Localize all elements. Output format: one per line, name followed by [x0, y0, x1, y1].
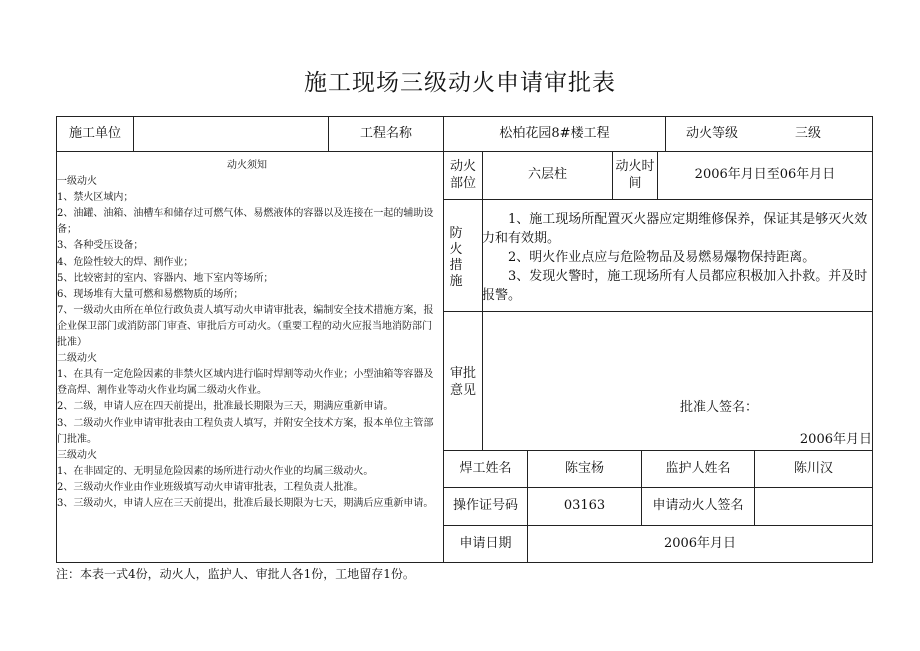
project-name-label: 工程名称	[359, 125, 412, 141]
welder-name-value: 陈宝杨	[564, 460, 604, 476]
measure-item: 1、施工现场所配置灭火器应定期维修保养，保证其是够灭火效力和有效期。	[482, 212, 868, 246]
notice-line: 二级动火	[57, 353, 97, 365]
fire-measures	[482, 210, 870, 305]
notice-line: 2、油罐、油箱、油槽车和储存过可燃气体、易燃液体的容器以及连接在一起的辅助设备；	[57, 208, 434, 236]
applicant-signature-field[interactable]	[755, 488, 872, 525]
measure-item: 3、发现火警时，施工现场所有人员都应积极加入扑救。并及时报警。	[482, 269, 868, 303]
fire-notice	[57, 158, 437, 512]
time-value: 2006年月日至06年月日	[694, 167, 836, 183]
apply-date-value: 2006年月日	[663, 535, 737, 551]
time-label: 动火时间	[615, 159, 655, 191]
notice-line: 2、二级，申请人应在四天前提出，批准最长期限为三天，期满应重新申请。	[57, 401, 394, 413]
notice-line: 3、各种受压设备；	[57, 240, 144, 252]
project-name-value: 松柏花园8#楼工程	[499, 125, 610, 141]
notice-line: 2、三级动火作业由作业班级填写动火申请审批表，工程负责人批准。	[57, 481, 364, 493]
notice-line: 1、禁火区域内；	[57, 192, 134, 204]
notice-line: 7、一级动火由所在单位行政负责人填写动火申请审批表，编制安全技术措施方案，报企业保卫部门或消防部门审查、审批后方可动火。（重要工程的动火应报当地消防部门批准）	[57, 304, 434, 349]
applicant-signature-label: 申请动火人签名	[652, 498, 744, 514]
footnote: 注：本表一式4份，动火人，监护人、审批人各1份，工地留存1份。	[56, 567, 415, 581]
cert-number-label: 操作证号码	[452, 498, 518, 514]
location-label: 动火部位	[449, 159, 476, 191]
notice-line: 5、比较密封的室内、容器内、地下室内等场所；	[57, 272, 274, 284]
fire-level-label: 动火等级	[685, 125, 738, 141]
page-title: 施工现场三级动火申请审批表	[304, 70, 616, 96]
notice-line: 1、在非固定的、无明显危险因素的场所进行动火作业的均属三级动火。	[57, 465, 374, 477]
approval-label: 审批意见	[449, 366, 476, 398]
notice-line: 三级动火	[57, 449, 97, 461]
approval-date: 2006年月日	[799, 431, 872, 447]
location-value: 六层柱	[527, 167, 567, 183]
notice-line: 3、二级动火作业申请审批表由工程负责人填写，并附安全技术方案，报本单位主管部门批准。	[57, 417, 434, 445]
notice-heading: 动火须知	[227, 160, 267, 171]
approver-signature-label: 批准人签名：	[680, 399, 759, 415]
unit-label: 施工单位	[68, 125, 121, 141]
welder-name-label: 焊工姓名	[459, 460, 512, 476]
fire-level-value: 三级	[794, 125, 821, 141]
notice-line: 6、现场堆有大量可燃和易燃物质的场所；	[57, 288, 244, 300]
guardian-name-value: 陈川汉	[793, 460, 833, 476]
unit-field[interactable]	[134, 117, 328, 151]
notice-line: 4、危险性较大的焊、割作业；	[57, 256, 194, 268]
measures-label: 防火措施	[449, 226, 463, 289]
guardian-name-label: 监护人姓名	[665, 460, 731, 476]
apply-date-label: 申请日期	[459, 535, 512, 551]
cert-number-value: 03163	[563, 498, 606, 514]
measure-item: 2、明火作业点应与危险物品及易燃易爆物保持距离。	[508, 250, 816, 265]
notice-line: 一级动火	[57, 176, 97, 188]
notice-line: 1、在具有一定危险因素的非禁火区域内进行临时焊割等动火作业；小型油箱等容器及登高焊、割作业等动火作业均属二级动火作业。	[57, 369, 434, 397]
notice-line: 3、三级动火，申请人应在三天前提出，批准后最长期限为七天，期满后应重新申请。	[57, 497, 434, 509]
